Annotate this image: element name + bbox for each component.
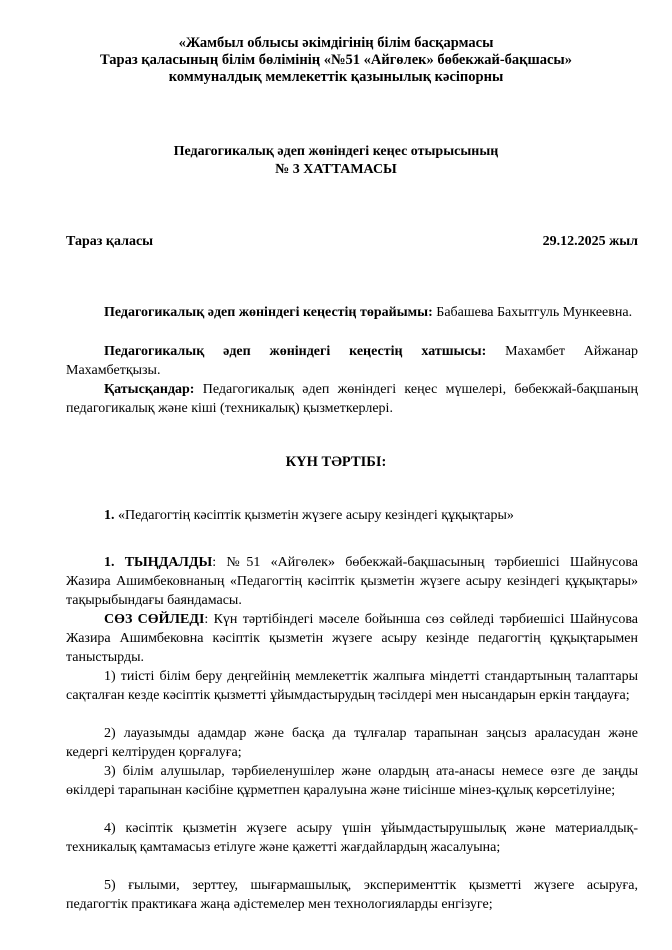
- agenda-item-number: 1.: [104, 508, 115, 523]
- title-line-2: № 3 ХАТТАМАСЫ: [275, 162, 397, 177]
- header-line-2: Тараз қаласының білім бөлімінің «№51 «Айгөлек» бөбекжай-бақшасы»: [99, 52, 573, 68]
- secretary-label: Педагогикалық әдеп жөніндегі кеңестің хатшысы:: [104, 344, 487, 359]
- header-line-1: «Жамбыл облысы әкімдігінің білім басқармасы: [178, 35, 494, 51]
- list-item: 4) кәсіптік қызметін жүзеге асыру үшін ұйымдастырушылық және материалдық-техникалық қамтамасыз етілуге және қажетті жағдайлардың жасалуына;: [66, 821, 638, 855]
- spoke-label: СӨЗ СӨЙЛЕДІ: [104, 612, 205, 627]
- agenda-heading: КҮН ТӘРТІБІ:: [285, 454, 387, 470]
- spoke-paragraph: [66, 610, 638, 667]
- participants-text: Педагогикалық әдеп жөніндегі кеңес мүшелері, бөбекжай-бақшаның педагогикалық және кіші (техникалық) қызметкерлері.: [66, 382, 638, 416]
- chair-paragraph: [66, 303, 638, 322]
- participants-paragraph: [66, 380, 638, 418]
- place-date-row: [66, 234, 638, 250]
- date: 29.12.2025 жыл: [542, 234, 638, 249]
- spoke-text: : Күн тәртібіндегі мәселе бойынша сөз сөйледі тәрбиешісі Шайнусова Жазира Ашимбековна кәсіптік қызметін жүзеге асыру кезінде педагогтің құқықтарымен таныстырды.: [66, 612, 638, 665]
- list-item: 1) тиісті білім беру деңгейінің мемлекеттік жалпыға міндетті стандартының талаптары сақталған кезде кәсіптік қызметті ұйымдастырудың тәсілдері мен нысандарын еркін таңдауға;: [66, 669, 638, 703]
- heard-label: 1. ТЫҢДАЛДЫ: [104, 555, 213, 570]
- protocol-title: [60, 143, 612, 179]
- title-line-1: Педагогикалық әдеп жөніндегі кеңес отырысының: [173, 144, 499, 159]
- agenda-item-text: «Педагогтің кәсіптік қызметін жүзеге асыру кезіндегі құқықтары»: [114, 508, 514, 523]
- secretary-paragraph: [66, 342, 638, 380]
- chair-name: Бабашева Бахытгуль Мункеевна.: [432, 305, 633, 320]
- header-line-3: коммуналдық мемлекеттік қазынылық кәсіпорны: [168, 69, 504, 85]
- list-item: 2) лауазымды адамдар және басқа да тұлғалар тарапынан заңсыз араласудан және кедергі келтіруден қорғалуға;: [66, 726, 638, 760]
- agenda-item: [66, 506, 638, 525]
- heard-paragraph: [66, 553, 638, 610]
- participants-label: Қатысқандар:: [104, 382, 195, 397]
- chair-label: Педагогикалық әдеп жөніндегі кеңестің төрайымы:: [104, 305, 433, 320]
- list-item: 3) білім алушылар, тәрбиеленушілер және олардың ата-анасы немесе өзге де заңды өкілдері тарапынан кәсібіне құрметпен қаралуына және тиісінше мінез-құлық көрсетілуіне;: [66, 764, 638, 798]
- heard-text: : №51 «Айгөлек» бөбекжай-бақшасының тәрбиешісі Шайнусова Жазира Ашимбековнаның «Педагогтің кәсіптік қызметін жүзеге асыру кезіндегі құқықтары» тақырыбындағы баяндамасы.: [66, 555, 639, 608]
- list-item: 5) ғылыми, зерттеу, шығармашылық, эксперименттік қызметті жүзеге асыруға, педагогтік практикаға жаңа әдістемелер мен технологияларды енгізуге;: [66, 878, 638, 912]
- place: Тараз қаласы: [66, 234, 154, 249]
- header-block: [60, 35, 612, 86]
- secretary-name: Махамбет Айжанар Махамбетқызы.: [66, 344, 638, 378]
